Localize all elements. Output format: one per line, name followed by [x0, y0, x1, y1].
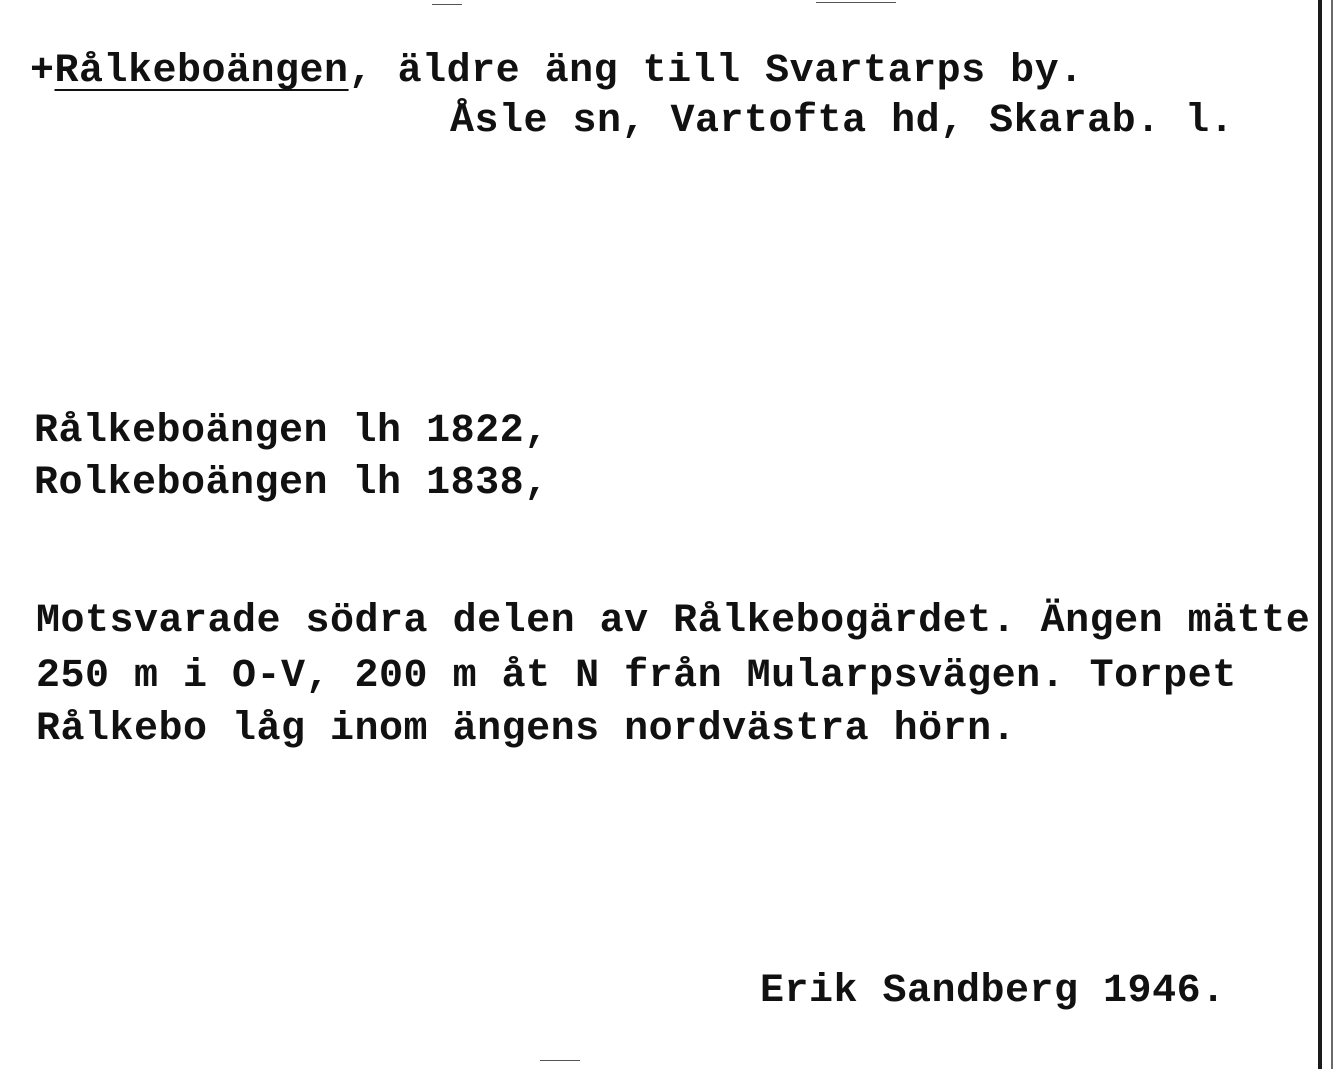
signature: Erik Sandberg 1946.: [760, 969, 1226, 1014]
description-line-1: Motsvarade södra delen av Rålkebogärdet. Ängen mätte: [36, 599, 1311, 644]
description-line-2: 250 m i O-V, 200 m åt N från Mularpsvägen. Torpet: [36, 654, 1237, 699]
form-line-2: Rolkeboängen lh 1838,: [34, 461, 549, 506]
header-prefix: +: [30, 49, 55, 94]
header-line-2: Åsle sn, Vartofta hd, Skarab. l.: [450, 99, 1235, 144]
card-edge-line: [1318, 0, 1322, 1069]
scan-speck: [816, 2, 896, 3]
header-rest: , äldre äng till Svartarps by.: [348, 49, 1084, 94]
card-edge-shadow: [1331, 0, 1333, 1069]
scan-speck: [540, 1060, 580, 1061]
scan-speck: [432, 4, 462, 5]
description-line-3: Rålkebo låg inom ängens nordvästra hörn.: [36, 707, 1017, 752]
headword: Rålkeboängen: [54, 49, 349, 94]
form-line-1: Rålkeboängen lh 1822,: [34, 409, 549, 454]
header-line-1: [30, 50, 1084, 94]
